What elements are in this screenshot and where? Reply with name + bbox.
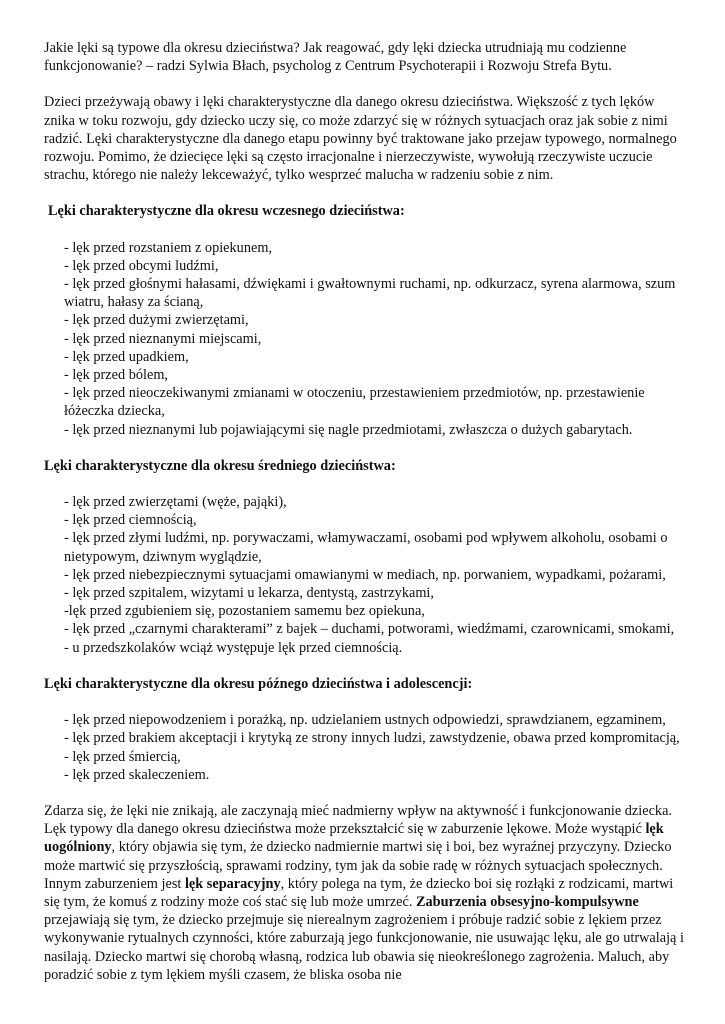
fear-list-early [44, 239, 689, 439]
list-item: - lęk przed nieznanymi lub pojawiającymi się nagle przedmiotami, zwłaszcza o dużych gabarytach. [64, 421, 633, 438]
list-item: - lęk przed brakiem akceptacji i krytyką ze strony innych ludzi, zawstydzenie, obawa przed kompromitacją, [64, 730, 680, 747]
list-item: - lęk przed nieznanymi miejscami, [64, 330, 262, 347]
list-item: - lęk przed nieoczekiwanymi zmianami w otoczeniu, przestawieniem przedmiotów, np. przestawienie łóżeczka dziecka, [64, 385, 645, 420]
section-heading-early: Lęki charakterystyczne dla okresu wczesnego dzieciństwa: [48, 203, 405, 220]
list-item: - lęk przed zwierzętami (węże, pająki), [64, 494, 287, 511]
fear-list-middle [44, 493, 689, 657]
list-item: - lęk przed szpitalem, wizytami u lekarza, dentystą, zastrzykami, [64, 585, 434, 602]
closing-text: , który objawia się tym, że dziecko nadmiernie martwi się i boi, bez wyraźnej przyczyny. Dziecko może martwić się przyszłością, sprawami rodziny, tym jak da sobie radę w różnych sytuacjach społecznych. Innym zaburzeniem jest [44, 839, 672, 892]
list-item: - u przedszkolaków wciąż występuje lęk przed ciemnością. [64, 639, 403, 656]
list-item: - lęk przed obcymi ludźmi, [64, 257, 219, 274]
list-item: - lęk przed dużymi zwierzętami, [64, 312, 249, 329]
list-item: - lęk przed śmiercią, [64, 748, 181, 765]
intro-paragraph: Jakie lęki są typowe dla okresu dzieciństwa? Jak reagować, gdy lęki dziecka utrudniają mu codzienne funkcjonowanie? – radzi Sylwia Błach, psycholog z Centrum Psychoterapii i Rozwoju Strefa Bytu. [44, 40, 627, 75]
closing-text: , który polega na tym, że dziecko boi się rozłąki z rodzicami, martwi się tym, że komuś z rodziny może coś stać się lub może umrzeć. [44, 875, 674, 910]
list-item: - lęk przed złymi ludźmi, np. porywaczami, włamywaczami, osobami pod wpływem alkoholu, osobami o nietypowym, dziwnym wyglądzie, [64, 530, 668, 565]
body-paragraph-1: Dzieci przeżywają obawy i lęki charakterystyczne dla danego okresu dzieciństwa. Większość z tych lęków znika w toku rozwoju, gdy dziecko uczy się, co może zdarzyć się w różnych sytuacjach oraz jak sobie z nimi radzić. Lęki charakterystyczne dla danego etapu powinny być traktowane jako przejaw typowego, normalnego rozwoju. Pomimo, że dziecięce lęki są często irracjonalne i nierzeczywiste, wywołują rzeczywiste uczucie strachu, którego nie należy lekceważyć, tylko wesprzeć malucha w radzeniu sobie z nim. [44, 94, 677, 184]
list-item: - lęk przed bólem, [64, 367, 169, 384]
list-item: -lęk przed zgubieniem się, pozostaniem samemu bez opiekuna, [64, 603, 425, 620]
list-item: - lęk przed głośnymi hałasami, dźwiękami i gwałtownymi ruchami, np. odkurzacz, syrena alarmowa, szum wiatru, hałasy za ścianą, [64, 276, 676, 311]
section-heading-middle: Lęki charakterystyczne dla okresu średniego dzieciństwa: [44, 457, 396, 474]
closing-paragraph [44, 802, 689, 984]
closing-text: Zdarza się, że lęki nie znikają, ale zaczynają mieć nadmierny wpływ na aktywność i funkcjonowanie dziecka. Lęk typowy dla danego okresu dzieciństwa może przekształcić się w zaburzenie lękowe. Może wystąpić [44, 802, 672, 838]
list-item: - lęk przed niepowodzeniem i porażką, np. udzielaniem ustnych odpowiedzi, sprawdzianem, egzaminem, [64, 712, 666, 729]
term-generalized-anxiety: lęk uogólniony [44, 821, 664, 856]
list-item: - lęk przed rozstaniem z opiekunem, [64, 239, 273, 256]
list-item: - lęk przed „czarnymi charakterami” z bajek – duchami, potworami, wiedźmami, czarownicami, smokami, [64, 621, 675, 638]
list-item: - lęk przed skaleczeniem. [64, 766, 210, 783]
term-ocd: Zaburzenia obsesyjno-kompulsywne [416, 893, 639, 910]
closing-text: przejawiają się tym, że dziecko przejmuje się nierealnym zagrożeniem i próbuje radzić sobie z lękiem przez wykonywanie rytualnych czynności, które zaburzają jego funkcjonowanie, nie usuwając lęku, ale go utrwalają i nasilają. Dziecko martwi się chorobą własną, rodzica lub obawia się nieokreślonego zagrożenia. Maluch, aby poradzić sobie z tym lękiem myśli czasem, że bliska osoba nie [44, 912, 684, 983]
fear-list-late [44, 711, 689, 784]
list-item: - lęk przed upadkiem, [64, 348, 189, 365]
term-separation-anxiety: lęk separacyjny [184, 875, 281, 892]
document-page [44, 39, 689, 984]
list-item: - lęk przed niebezpiecznymi sytuacjami omawianymi w mediach, np. porwaniem, wypadkami, pożarami, [64, 566, 666, 583]
section-heading-late: Lęki charakterystyczne dla okresu późnego dzieciństwa i adolescencji: [44, 675, 473, 692]
list-item: - lęk przed ciemnością, [64, 512, 197, 529]
